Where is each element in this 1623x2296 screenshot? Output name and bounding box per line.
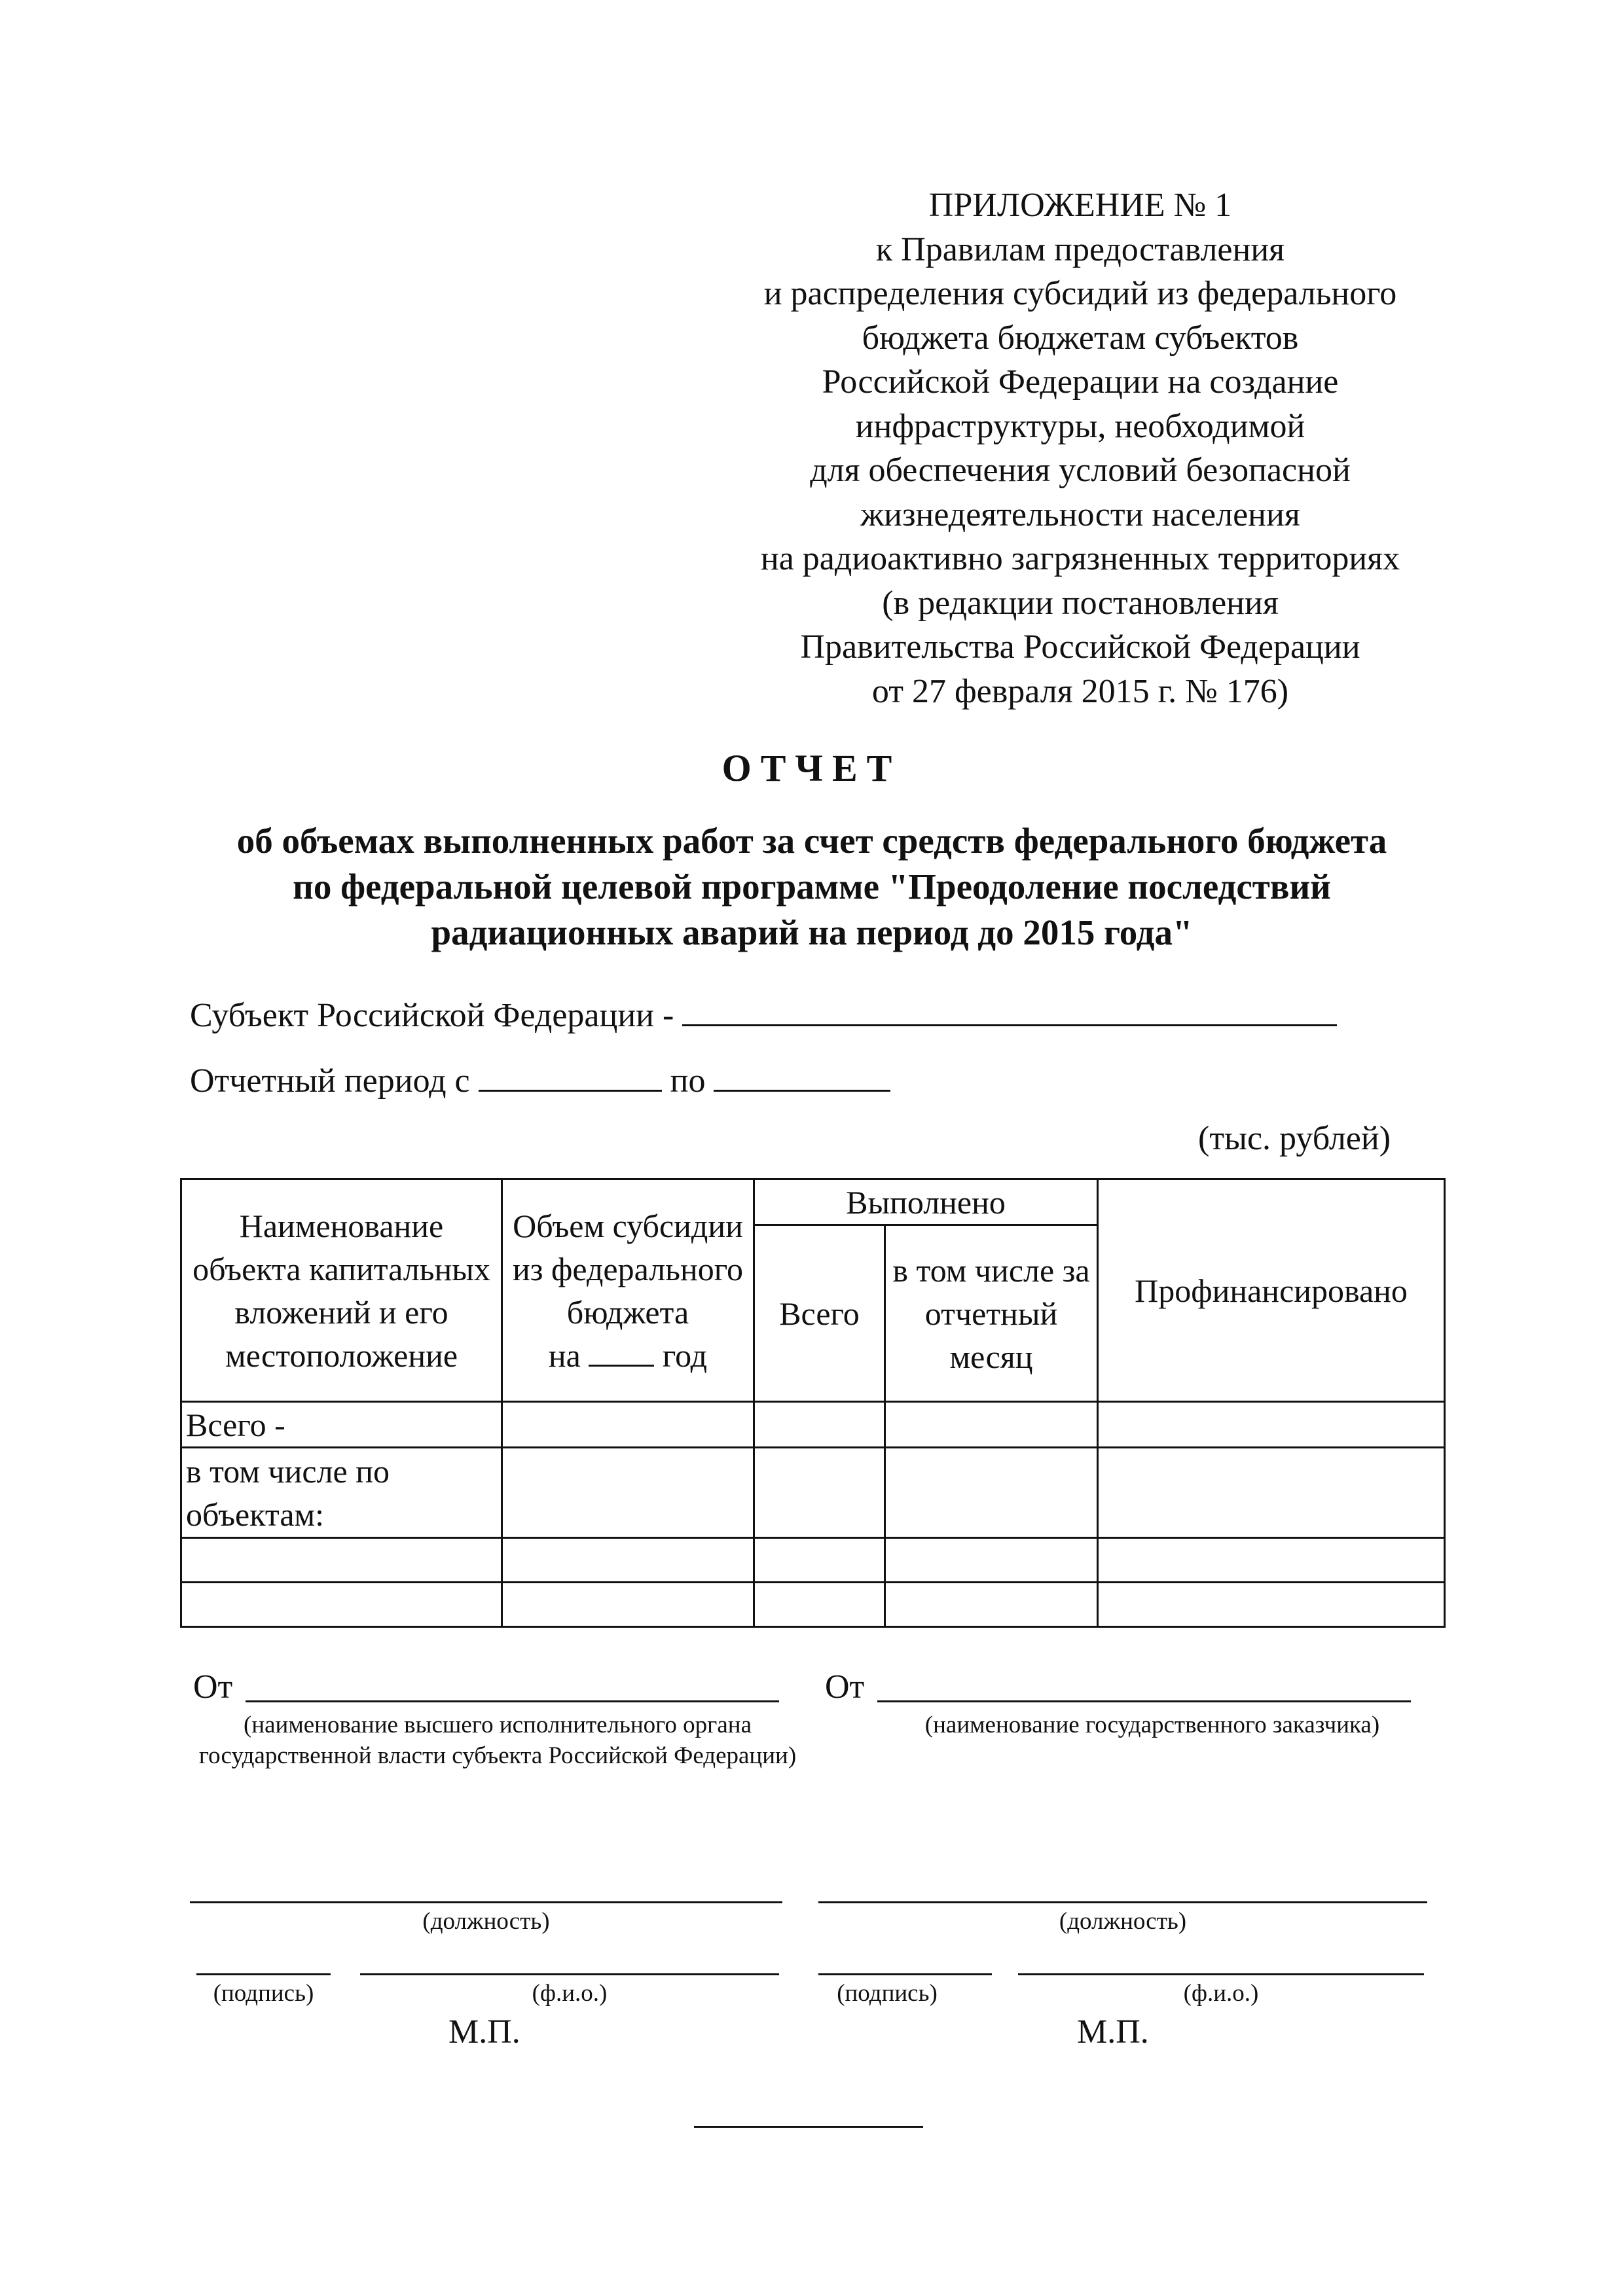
col-header-done-month: в том числе за отчетный месяц	[885, 1225, 1098, 1402]
from-right-label: От	[825, 1668, 865, 1706]
from-right	[825, 1668, 864, 1706]
right-signature-blank[interactable]	[818, 1973, 992, 1975]
from-left-label: От	[193, 1668, 233, 1706]
table-cell[interactable]	[502, 1402, 754, 1448]
appendix-line: жизнедеятельности населения	[860, 495, 1300, 533]
table-cell[interactable]	[754, 1538, 885, 1583]
table-cell[interactable]	[502, 1538, 754, 1583]
report-title: ОТЧЕТ	[721, 747, 902, 789]
appendix-line: бюджета бюджетам субъектов	[862, 319, 1299, 357]
year-blank[interactable]	[589, 1338, 654, 1367]
left-signature-blank[interactable]	[196, 1973, 331, 1975]
appendix-line: для обеспечения условий безопасной	[810, 452, 1351, 489]
period-label: Отчетный период с	[190, 1062, 470, 1100]
col-header-volume	[502, 1179, 754, 1402]
col-header-volume-na: на	[548, 1336, 581, 1374]
left-position-caption: (должность)	[422, 1908, 550, 1935]
table-row	[181, 1583, 1445, 1627]
appendix-line: Правительства Российской Федерации	[800, 628, 1360, 666]
period-from-blank[interactable]	[479, 1062, 662, 1092]
col-header-done: Выполнено	[754, 1179, 1098, 1225]
left-fio-blank[interactable]	[360, 1973, 779, 1975]
subtitle-line: об объемах выполненных работ за счет средств федерального бюджета	[236, 821, 1387, 861]
left-fio-caption: (ф.и.о.)	[532, 1980, 608, 2007]
col-header-done-total: Всего	[754, 1225, 885, 1402]
table-cell[interactable]	[754, 1583, 885, 1627]
table-cell[interactable]	[502, 1448, 754, 1538]
units-label: (тыс. рублей)	[1198, 1120, 1391, 1157]
table-row	[181, 1538, 1445, 1583]
appendix-line: на радиоактивно загрязненных территориях	[760, 540, 1400, 577]
row-label-objects: в том числе по объектам:	[181, 1448, 502, 1538]
table-cell[interactable]	[885, 1448, 1098, 1538]
period-to-label: по	[670, 1062, 706, 1100]
table-cell[interactable]	[885, 1538, 1098, 1583]
col-header-name: Наименование объекта капитальных вложений и его местоположение	[181, 1179, 502, 1402]
left-org-caption: (наименование высшего исполнительного органа государственной власти субъекта Российской Федерации)	[198, 1712, 797, 1769]
period-to-blank[interactable]	[714, 1062, 890, 1092]
appendix-line: и распределения субсидий из федерального	[763, 275, 1397, 312]
report-table	[180, 1178, 1446, 1628]
subject-field	[190, 996, 1337, 1035]
right-position-caption: (должность)	[1059, 1908, 1187, 1935]
closing-divider	[694, 2126, 923, 2128]
row-label-total: Всего -	[181, 1402, 502, 1448]
right-stamp-label: М.П.	[1077, 2013, 1149, 2051]
appendix-header	[707, 183, 1453, 713]
left-signature-caption: (подпись)	[213, 1980, 314, 2007]
right-org-caption: (наименование государственного заказчика)	[924, 1712, 1380, 1738]
appendix-line: от 27 февраля 2015 г. № 176)	[871, 672, 1289, 710]
table-row	[181, 1402, 1445, 1448]
col-header-financed: Профинансировано	[1098, 1179, 1445, 1402]
right-fio-blank[interactable]	[1018, 1973, 1424, 1975]
right-position-blank[interactable]	[818, 1901, 1427, 1903]
table-row	[181, 1448, 1445, 1538]
table-cell[interactable]	[885, 1402, 1098, 1448]
subtitle-line: радиационных аварий на период до 2015 года"	[431, 912, 1193, 952]
table-cell[interactable]	[1098, 1583, 1445, 1627]
right-signature-caption: (подпись)	[837, 1980, 938, 2007]
subject-label: Субъект Российской Федерации -	[190, 997, 674, 1034]
table-cell[interactable]	[1098, 1538, 1445, 1583]
table-cell[interactable]	[1098, 1402, 1445, 1448]
from-left-blank[interactable]	[246, 1700, 779, 1702]
from-left	[193, 1668, 232, 1706]
col-header-volume-text: Объем субсидии из федерального бюджета	[513, 1207, 743, 1331]
left-stamp-label: М.П.	[448, 2013, 520, 2051]
col-header-volume-year: год	[662, 1336, 708, 1374]
report-subtitle	[131, 818, 1493, 956]
table-cell[interactable]	[502, 1583, 754, 1627]
appendix-line: инфраструктуры, необходимой	[855, 407, 1305, 445]
appendix-line: Российской Федерации на создание	[822, 363, 1339, 401]
left-position-blank[interactable]	[190, 1901, 782, 1903]
from-right-blank[interactable]	[877, 1700, 1411, 1702]
table-cell[interactable]	[754, 1402, 885, 1448]
table-cell[interactable]	[181, 1538, 502, 1583]
subtitle-line: по федеральной целевой программе "Преодоление последствий	[293, 867, 1331, 906]
table-cell[interactable]	[181, 1583, 502, 1627]
table-cell[interactable]	[754, 1448, 885, 1538]
right-fio-caption: (ф.и.о.)	[1183, 1980, 1259, 2007]
table-cell[interactable]	[1098, 1448, 1445, 1538]
appendix-line: ПРИЛОЖЕНИЕ № 1	[928, 187, 1232, 224]
subject-blank[interactable]	[682, 997, 1337, 1026]
appendix-line: к Правилам предоставления	[875, 230, 1285, 268]
appendix-line: (в редакции постановления	[882, 584, 1279, 622]
period-field	[190, 1062, 890, 1100]
table-cell[interactable]	[885, 1583, 1098, 1627]
